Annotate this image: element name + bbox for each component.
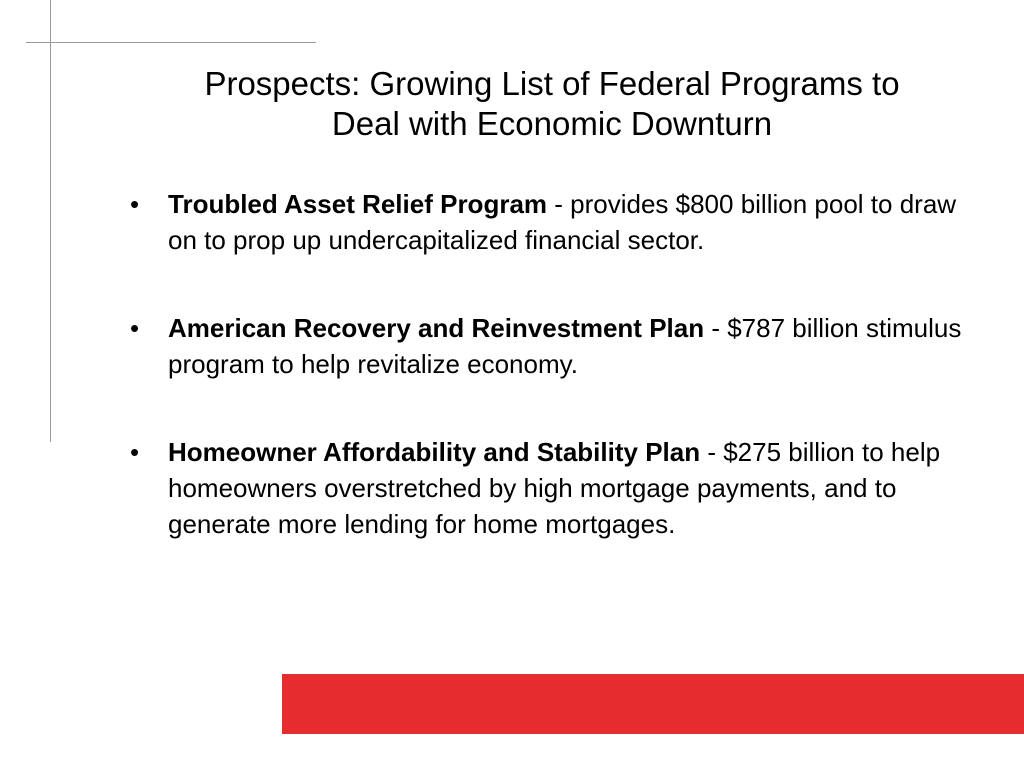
- bullet-program-description: - $275 billion to help homeowners overstretched by high mortgage payments, and to generate more lending for home mortgages.: [168, 437, 941, 539]
- decorative-red-bar: [282, 674, 1024, 734]
- bullet-item-recovery-plan: [130, 310, 980, 382]
- bullet-marker: •: [130, 437, 140, 467]
- bullet-program-description: - provides $800 billion pool to draw on to prop up undercapitalized financial sector.: [168, 189, 957, 255]
- slide-title-line-2: Deal with Economic Downturn: [331, 105, 773, 142]
- bullet-item-homeowner-plan: [130, 434, 980, 542]
- bullet-item-tarp: [130, 186, 980, 258]
- decorative-horizontal-rule: [26, 42, 316, 43]
- program-bullet-list: [130, 186, 980, 594]
- bullet-program-name: Homeowner Affordability and Stability Plan: [168, 437, 701, 467]
- slide-title: [80, 64, 1024, 144]
- bullet-program-name: American Recovery and Reinvestment Plan: [168, 313, 705, 343]
- bullet-marker: •: [130, 313, 140, 343]
- slide-title-line-1: Prospects: Growing List of Federal Programs to: [204, 65, 900, 102]
- bullet-program-description: - $787 billion stimulus program to help revitalize economy.: [168, 313, 962, 379]
- bullet-marker: •: [130, 189, 140, 219]
- decorative-vertical-rule: [50, 0, 51, 442]
- bullet-program-name: Troubled Asset Relief Program: [168, 189, 548, 219]
